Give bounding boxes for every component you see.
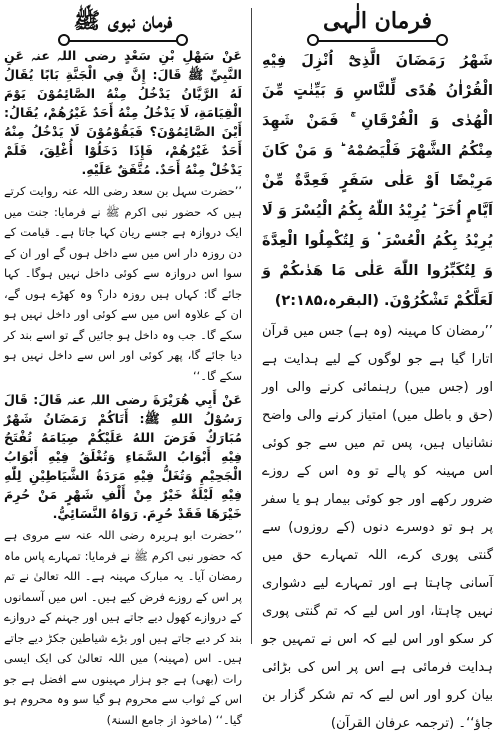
quran-verse-arabic: شَهْرُ رَمَضَانَ الَّذِیْٓ اُنْزِلَ فِیْهِ الْقُرْاٰنُ هُدًى لِّلنَّاسِ وَ بَیِّنٰتٍ مِّنَ الْهُدٰى وَ الْفُرْقَانِ ۚ فَمَنْ شَهِدَ مِنْكُمُ الشَّهْرَ فَلْیَصُمْهُ ؕ وَ مَنْ كَانَ مَرِیْضًا اَوْ عَلٰى سَفَرٍ فَعِدَّةٌ مِّنْ اَیَّامٍ اُخَرَ ؕ یُرِیْدُ اللّٰهُ بِكُمُ الْیُسْرَ وَ لَا یُرِیْدُ بِكُمُ الْعُسْرَ ۟ وَ لِتُكْمِلُوا الْعِدَّةَ وَ لِتُكَبِّرُوا اللّٰهَ عَلٰى مَا هَدٰىكُمْ وَ لَعَلَّكُمْ تَشْكُرُوْنَ. (البقرہ،۲:۱۸۵) <box>262 53 493 309</box>
hadith1-translation: ’’حضرت سہل بن سعد رضی اللہ عنہ روایت کرتے ہیں کہ حضور نبی اکرم ﷺ نے فرمایا: جنت میں ایک دروازہ ہے جسے ریان کہا جاتا ہے۔ قیامت کے دن روزہ دار اس میں سے داخل ہوں گے اور ان کے سوا اس دروازہ سے کوئی داخل نہیں ہوگا۔ کہا جائے گا: کہاں ہیں روزہ دار؟ وہ کھڑے ہوں گے، ان کے علاوہ اس میں سے کوئی اور داخل نہیں ہو سکے گا۔ جب وہ داخل ہو جائیں گے تو اسے بند کر دیا جائے گا، پھر کوئی اور اس سے داخل نہیں ہو سکے گا۔‘‘ <box>4 184 242 383</box>
column-divider <box>251 8 252 644</box>
quran-heading-wrap <box>262 4 493 44</box>
hadith-heading-wrap <box>4 4 242 44</box>
hadith2-translation: ’’حضرت ابو ہریرہ رضی اللہ عنہ سے مروی ہے کہ حضور نبی اکرم ﷺ نے فرمایا: تمہارے پاس ماہ رمضان آیا۔ یہ مبارک مہینہ ہے۔ اللہ تعالیٰ نے تم پر اس کے روزے فرض کیے ہیں۔ اس میں آسمانوں کے دروازے کھول دیے جاتے ہیں اور جہنم کے دروازے بند کر دیے جاتے ہیں اور بڑے شیاطین جکڑ دیے جاتے ہیں۔ اس (مہینہ) میں اللہ تعالیٰ کی ایک ایسی رات (بھی) ہے جو ہزار مہینوں سے افضل ہے جو اس کے ثواب سے محروم ہو گیا سو وہ محروم ہو گیا۔‘‘ (ماخوذ از جامع السنۃ) <box>4 528 242 727</box>
hadith-heading: فرمان نبوی ﷺ <box>64 4 183 42</box>
hadith2-arabic: عَنْ أَبِي هُرَيْرَةَ رضی اللہ عنہ قَالَ: قَالَ رَسُوْلُ اللهِ ﷺ: أَتَاكُمْ رَمَضَانُ شَهْرٌ مُبَارَكٌ فَرَضَ اللهُ عَلَيْكُمْ صِيَامَهُ تُفْتَحُ فِيْهِ أَبْوَابُ السَّمَاءِ وَتُغْلَقُ فِيْهِ أَبْوَابُ الْجَحِيْمِ وَتُغَلُّ فِيْهِ مَرَدَةُ الشَّيَاطِيْنِ لِلّٰهِ فِيْهِ لَيْلَةٌ خَيْرٌ مِنْ أَلْفِ شَهْرٍ مَنْ حُرِمَ خَيْرَهَا فَقَدْ حُرِمَ. رَوَاهُ النَّسَائِيُّ. <box>4 392 242 521</box>
hadith-column <box>0 0 250 727</box>
quran-column <box>254 0 499 731</box>
quran-heading: فرمان الٰہی <box>313 4 442 42</box>
quran-verse-translation: ’’رمضان کا مہینہ (وہ ہے) جس میں قرآن اتارا گیا ہے جو لوگوں کے لیے ہدایت ہے اور (جس میں) رہنمائی کرنے والی اور (حق و باطل میں) امتیاز کرنے والی واضح نشانیاں ہیں، پس تم میں سے جو کوئی اس مہینہ کو پالے تو وہ اس کے روزے ضرور رکھے اور جو کوئی بیمار ہو یا سفر پر ہو تو دوسرے دنوں (کے روزوں) سے گنتی پوری کرے، اللہ تمہارے حق میں آسانی چاہتا ہے اور تمہارے لیے دشواری نہیں چاہتا، اور اس لیے کہ تم گنتی پوری کر سکو اور اس لیے کہ اس نے تمہیں جو ہدایت فرمائی ہے اس پر اس کی بڑائی بیان کرو اور اس لیے کہ تم شکر گزار بن جاؤ‘‘۔ (ترجمہ عرفان القرآن) <box>262 324 493 731</box>
hadith1-arabic: عَنْ سَهْلِ بْنِ سَعْدٍ رضی اللہ عنہ عَنِ النَّبِيِّ ﷺ قَالَ: إِنَّ فِي الْجَنَّةِ بَابًا يُقَالُ لَهُ الرَّيَّانُ يَدْخُلُ مِنْهُ الصَّائِمُوْنَ يَوْمَ الْقِيَامَةِ، لَا يَدْخُلُ مِنْهُ أَحَدٌ غَيْرُهُمْ، يُقَالُ: أَيْنَ الصَّائِمُوْنَ؟ فَيَقُوْمُوْنَ لَا يَدْخُلُ مِنْهُ أَحَدٌ غَيْرُهُمْ، فَإِذَا دَخَلُوْا أُغْلِقَ، فَلَمْ يَدْخُلْ مِنْهُ أَحَدٌ. مُتَّفَقٌ عَلَيْهِ. <box>4 48 242 177</box>
